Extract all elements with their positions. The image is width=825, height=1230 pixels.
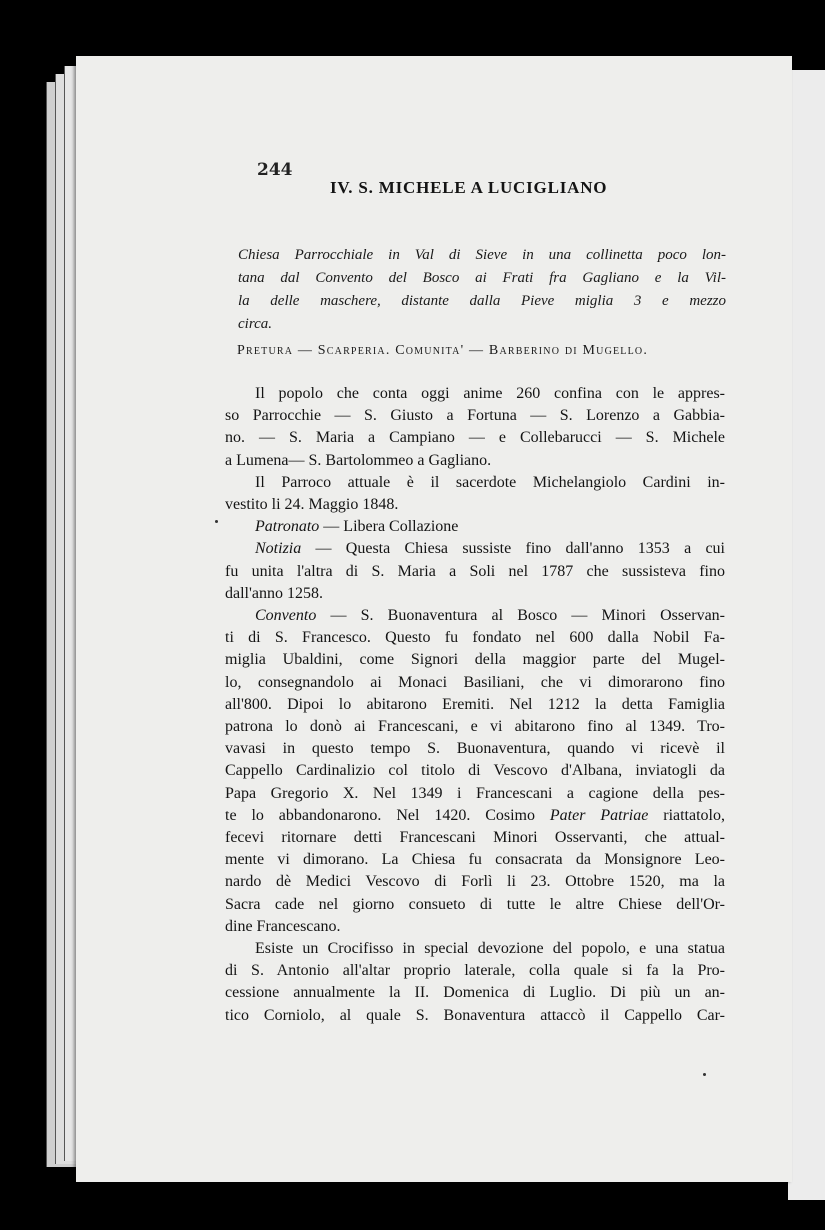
text-line: a Lumena— S. Bartolommeo a Gagliano. (225, 451, 492, 469)
text-line: Cappello Cardinalizio col titolo di Vescovo d'Albana, inviatogli da (225, 762, 725, 780)
text-line: so Parrocchie — S. Giusto a Fortuna — S. Lorenzo a Gabbia- (225, 407, 725, 425)
text-line: patrona lo donò ai Francescani, e vi abitarono fino al 1349. Tro- (225, 718, 725, 736)
speck-mark (703, 1073, 706, 1076)
text-line: Il Parroco attuale è il sacerdote Michelangiolo Cardini in- (255, 473, 725, 491)
text-line: no. — S. Maria a Campiano — e Collebarucci — S. Michele (225, 429, 725, 447)
text-line: Sacra cade nel giorno consueto di tutte le altre Chiese dell'Or- (225, 895, 725, 913)
text-line: dall'anno 1258. (225, 584, 323, 602)
patronato-label: Patronato (255, 518, 320, 536)
text-line: lo, consegnandolo ai Monaci Basiliani, che vi dimorarono fino (225, 673, 725, 691)
chapter-title: IV. S. MICHELE A LUCIGLIANO (330, 178, 608, 197)
intro-paragraph (238, 244, 726, 336)
text-line: fecevi ritornare detti Francescani Minori Osservanti, che attual- (225, 829, 725, 847)
notizia-text: — Questa Chiesa sussiste fino dall'anno 1353 a cui (301, 540, 725, 558)
text-line: cessione annualmente la II. Domenica di Luglio. Di più un an- (225, 984, 725, 1002)
patronato-line (225, 516, 725, 538)
intro-line: la delle maschere, distante dalla Pieve miglia 3 e mezzo (238, 293, 726, 309)
page-number: 244 (257, 160, 293, 180)
text-line: nardo dè Medici Vescovo di Forlì li 23. Ottobre 1520, ma la (225, 873, 725, 891)
speck-mark (215, 520, 218, 523)
body-text (225, 383, 725, 1027)
patronato-text: — Libera Collazione (319, 518, 459, 536)
text-line: Papa Gregorio X. Nel 1349 i Francescani a cagione della pes- (225, 784, 725, 802)
text-line: miglia Ubaldini, come Signori della maggior parte del Mugel- (225, 651, 725, 669)
pater-patriae: Pater Patriae (549, 806, 649, 824)
text-line: ti di S. Francesco. Questo fu fondato nel 600 dalla Nobil Fa- (225, 629, 725, 647)
notizia-label: Notizia (255, 540, 302, 558)
convento-text: — S. Buonaventura al Bosco — Minori Osservan- (316, 607, 725, 625)
text-line: vestito li 24. Maggio 1848. (225, 496, 399, 514)
text-line: dine Francescano. (225, 917, 341, 935)
intro-line: Chiesa Parrocchiale in Val di Sieve in una collinetta poco lon- (238, 247, 726, 263)
convento-label: Convento (255, 607, 317, 625)
text-line: vavasi in questo tempo S. Buonaventura, quando vi ricevè il (225, 740, 725, 758)
convento-line (225, 605, 725, 627)
pretura-line: Pretura — Scarperia. Comunita' — Barberino di Mugello. (237, 343, 649, 358)
text-segment: riattatolo, (648, 806, 725, 824)
text-line: Esiste un Crocifisso in special devozione del popolo, e una statua (255, 940, 725, 958)
text-line: mente vi dimorano. La Chiesa fu consacrata da Monsignore Leo- (225, 851, 725, 869)
notizia-line (225, 538, 725, 560)
intro-line: tana dal Convento del Bosco ai Frati fra Gagliano e la Vil- (238, 270, 726, 286)
text-line: tico Corniolo, al quale S. Bonaventura attaccò il Cappello Car- (225, 1006, 725, 1024)
text-segment: te lo abbandonarono. Nel 1420. Cosimo (225, 806, 550, 824)
text-line (225, 805, 725, 827)
text-line: all'800. Dipoi lo abitarono Eremiti. Nel 1212 la detta Famiglia (225, 695, 725, 713)
text-line: fu unita l'altra di S. Maria a Soli nel 1787 che sussisteva fino (225, 562, 725, 580)
facing-page-edge (788, 70, 825, 1200)
intro-line: circa. (238, 316, 273, 332)
text-line: di S. Antonio all'altar proprio laterale, colla quale si fa la Pro- (225, 962, 725, 980)
text-line: Il popolo che conta oggi anime 260 confina con le appres- (255, 385, 725, 402)
